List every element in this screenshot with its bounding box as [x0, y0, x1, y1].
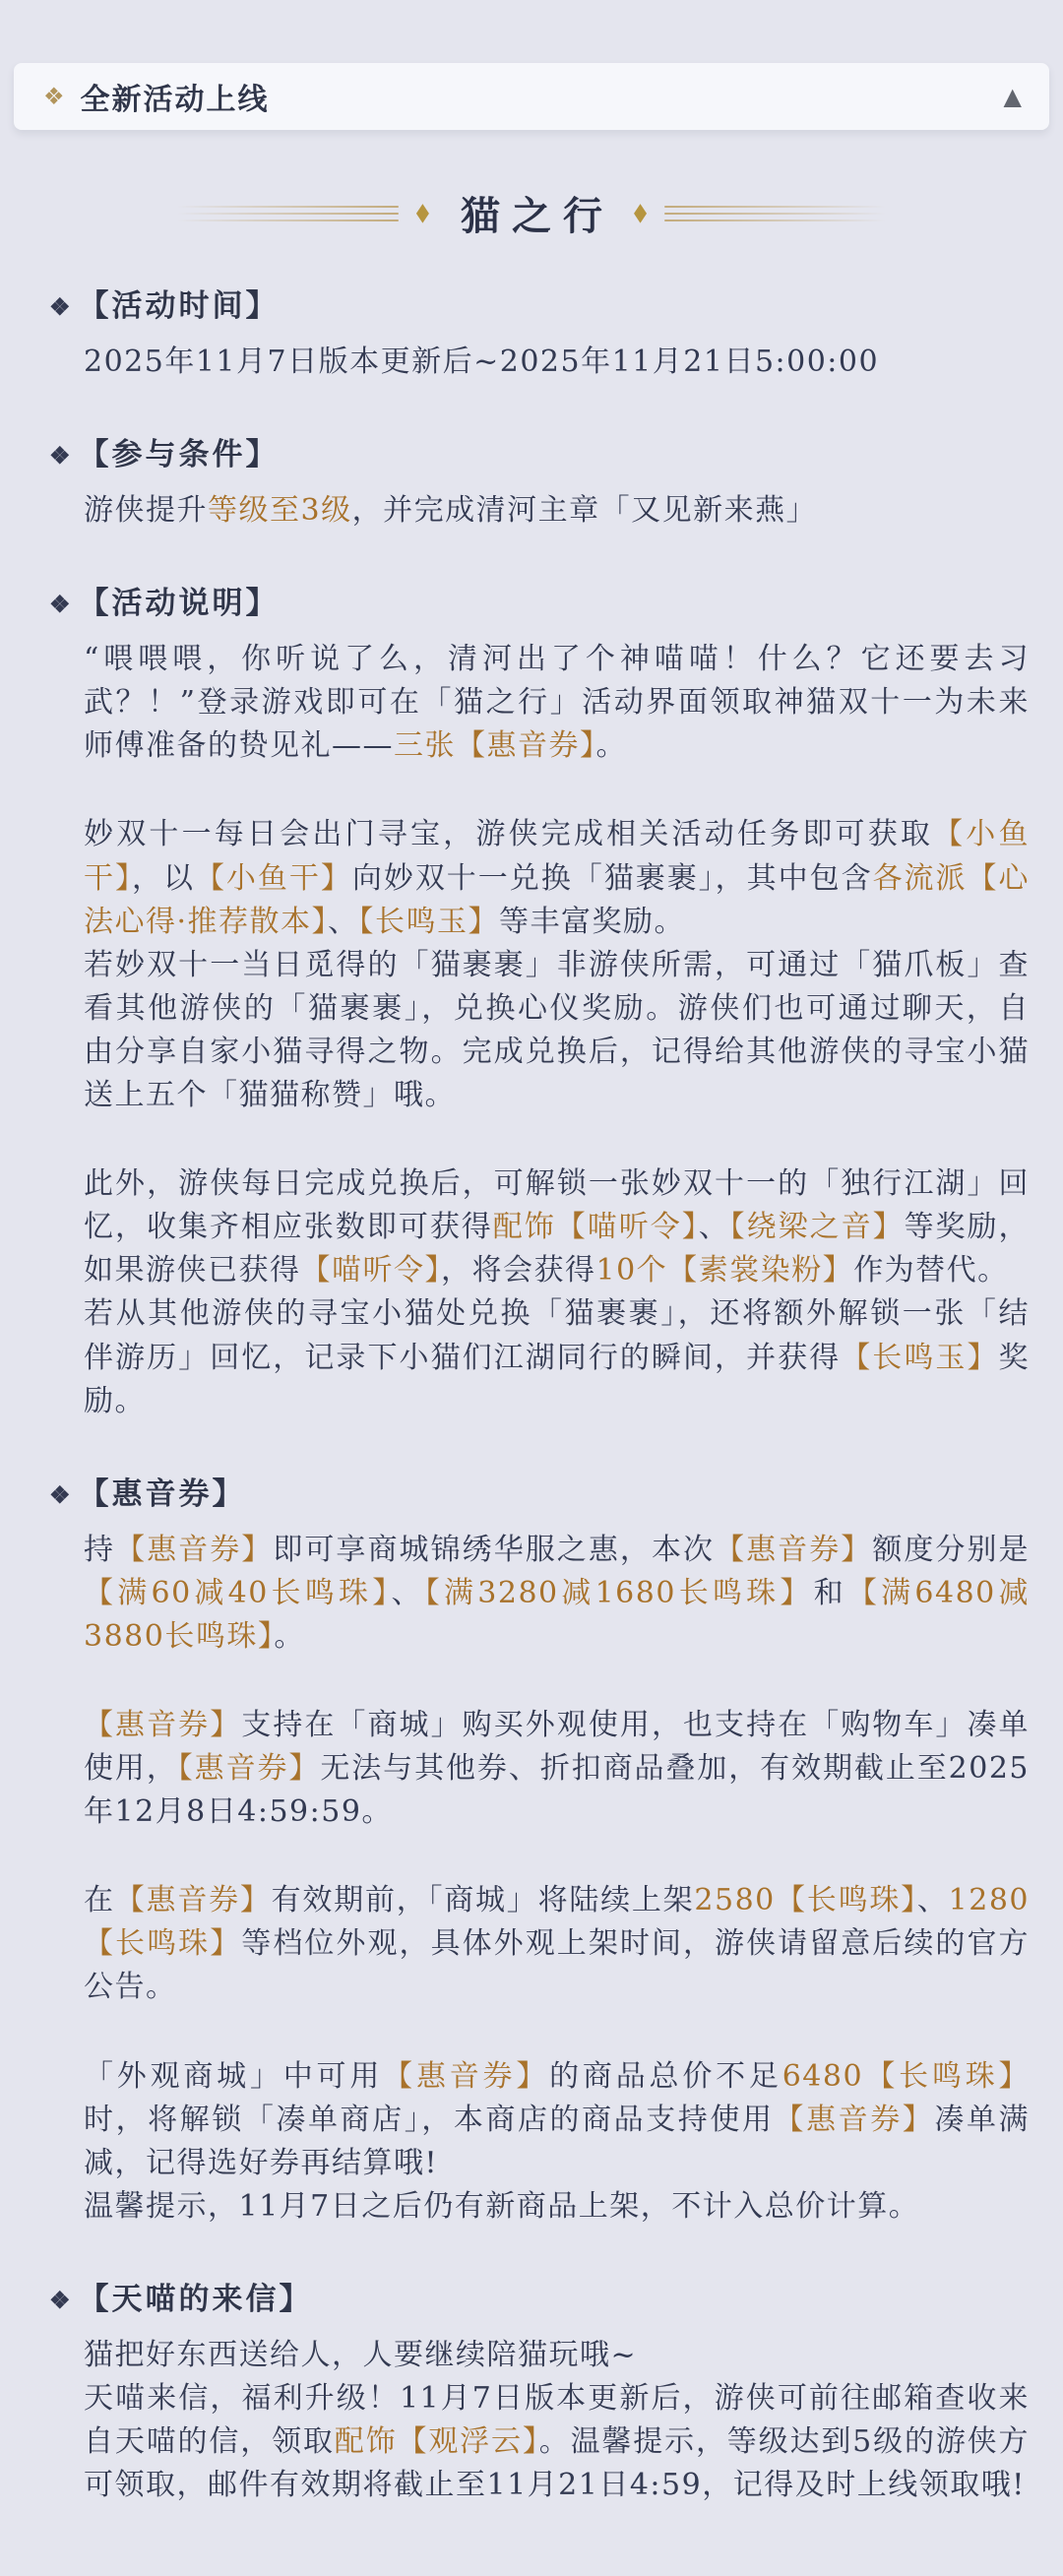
- section-title: 【惠音券】: [78, 1476, 246, 1512]
- event-title-banner: [0, 185, 1063, 241]
- section-title: 【活动时间】: [78, 288, 280, 324]
- paragraph: 持【惠音券】即可享商城锦绣华服之惠，本次【惠音券】额度分别是【满60减40长鸣珠】、【满3280减1680长鸣珠】和【满6480减3880长鸣珠】。: [84, 1532, 1031, 1654]
- highlighted-text: 6480【长鸣珠】: [782, 2058, 1031, 2094]
- four-diamond-icon: ❖: [49, 441, 71, 471]
- highlighted-text: 【满3280减1680长鸣珠】: [424, 1575, 814, 1610]
- section-title: 【天喵的来信】: [78, 2281, 313, 2317]
- highlighted-text: 【绕梁之音】: [729, 1210, 905, 1245]
- four-diamond-icon: ❖: [49, 2285, 71, 2314]
- highlighted-text: 【小鱼干】: [84, 817, 1031, 896]
- section-header: [0, 1469, 1063, 1513]
- highlighted-text: 配饰【喵听令】: [492, 1210, 699, 1245]
- highlighted-text: 【喵听令】: [300, 1253, 441, 1288]
- highlighted-text: 【惠音券】: [383, 2058, 550, 2094]
- paragraph: 天喵来信，福利升级！11月7日版本更新后，游侠可前往邮箱查收来自天喵的信，领取配饰【观浮云】。温馨提示，等级达到5级的游侠方可领取，邮件有效期将截止至11月21日4:59，记得及时上线领取哦!: [84, 2381, 1031, 2503]
- highlighted-text: 【惠音券】: [774, 2102, 935, 2137]
- highlighted-text: 各流派【心法心得·推荐散本】: [84, 860, 1031, 939]
- highlighted-text: 1280【长鸣珠】: [84, 1883, 1031, 1962]
- diamond-icon: ◆: [415, 197, 429, 227]
- paragraph: 温馨提示，11月7日之后仍有新商品上架，不计入总价计算。: [84, 2188, 920, 2224]
- highlighted-text: 2580【长鸣珠】: [694, 1883, 917, 1918]
- highlighted-text: 【惠音券】: [114, 1883, 272, 1918]
- paragraph: 若从其他游侠的寻宝小猫处兑换「猫裹裹」，还将额外解锁一张「结伴游历」回忆，记录下小猫们江湖同行的瞬间，并获得【长鸣玉】奖励。: [84, 1296, 1031, 1418]
- highlighted-text: 【惠音券】: [115, 1532, 274, 1567]
- section-header: [0, 578, 1063, 622]
- four-diamond-icon: ❖: [49, 590, 71, 619]
- highlighted-text: 【满60减40长鸣珠】: [84, 1575, 392, 1610]
- highlighted-text: 【惠音券】: [84, 1707, 242, 1742]
- highlighted-text: 等级至3级: [208, 493, 352, 529]
- banner-right-lines: [664, 206, 886, 221]
- paragraph: 此外，游侠每日完成兑换后，可解锁一张妙双十一的「独行江湖」回忆，收集齐相应张数即可获得配饰【喵听令】、【绕梁之音】等奖励，如果游侠已获得【喵听令】，将会获得10个【素裳染粉】作为替代。: [84, 1166, 1031, 1288]
- paragraph: “喂喂喂，你听说了么，清河出了个神喵喵！什么？它还要去习武？！”登录游戏即可在「猫之行」活动界面领取神猫双十一为未来师傅准备的贽见礼——三张【惠音券】。: [84, 642, 1030, 764]
- highlighted-text: 【长鸣玉】: [841, 1340, 999, 1375]
- section-title: 【活动说明】: [78, 586, 280, 622]
- collapse-arrow-icon[interactable]: ▲: [1003, 83, 1022, 110]
- highlighted-text: 配饰【观浮云】: [334, 2424, 539, 2460]
- four-diamond-icon: ❖: [43, 83, 65, 110]
- paragraph: 2025年11月7日版本更新后~2025年11月21日5:00:00: [84, 345, 880, 379]
- highlighted-text: 【惠音券】: [715, 1532, 873, 1567]
- highlighted-text: 10个【素裳染粉】: [595, 1253, 854, 1288]
- highlighted-text: 【满6480减3880长鸣珠】: [84, 1575, 1030, 1654]
- paragraph: 「外观商城」中可用【惠音券】的商品总价不足6480【长鸣珠】时，将解锁「凑单商店」，本商店的商品支持使用【惠音券】凑单满减，记得选好券再结算哦!: [84, 2058, 1031, 2180]
- highlighted-text: 【惠音券】: [177, 1751, 321, 1787]
- paragraph: 若妙双十一当日觅得的「猫裹裹」非游侠所需，可通过「猫爪板」查看其他游侠的「猫裹裹」，兑换心仪奖励。游侠们也可通过聊天，自由分享自家小猫寻得之物。完成兑换后，记得给其他游侠的寻宝小猫送上五个「猫猫称赞」哦。: [84, 947, 1030, 1113]
- sections: [0, 281, 1063, 2576]
- highlighted-text: 【长鸣玉】: [358, 904, 500, 939]
- announcement-title: 全新活动上线: [80, 83, 270, 117]
- section-header: [0, 429, 1063, 473]
- four-diamond-icon: ❖: [49, 1479, 71, 1509]
- banner-left-lines: [177, 206, 399, 221]
- four-diamond-icon: ❖: [49, 292, 71, 321]
- paragraph: 在【惠音券】有效期前，「商城」将陆续上架2580【长鸣珠】、1280【长鸣珠】等档位外观，具体外观上架时间，游侠请留意后续的官方公告。: [84, 1883, 1031, 2005]
- highlighted-text: 【小鱼干】: [194, 860, 352, 896]
- paragraph: 【惠音券】支持在「商城」购买外观使用，也支持在「购物车」凑单使用，【惠音券】无法与其他券、折扣商品叠加，有效期截止至2025年12月8日4:59:59。: [84, 1707, 1031, 1830]
- event-title: 猫之行: [461, 193, 614, 239]
- section-header: [0, 281, 1063, 325]
- paragraph: 猫把好东西送给人，人要继续陪猫玩哦~: [84, 2337, 638, 2372]
- diamond-icon: ◆: [634, 197, 648, 227]
- section-title: 【参与条件】: [78, 437, 280, 473]
- paragraph: 游侠提升等级至3级，并完成清河主章「又见新来燕」: [84, 493, 818, 529]
- section-header: [0, 2274, 1063, 2318]
- announcement-header-bar[interactable]: [14, 63, 1049, 130]
- paragraph: 妙双十一每日会出门寻宝，游侠完成相关活动任务即可获取【小鱼干】，以【小鱼干】向妙双十一兑换「猫裹裹」，其中包含各流派【心法心得·推荐散本】、【长鸣玉】等丰富奖励。: [84, 817, 1031, 939]
- highlighted-text: 三张【惠音券】: [394, 728, 596, 764]
